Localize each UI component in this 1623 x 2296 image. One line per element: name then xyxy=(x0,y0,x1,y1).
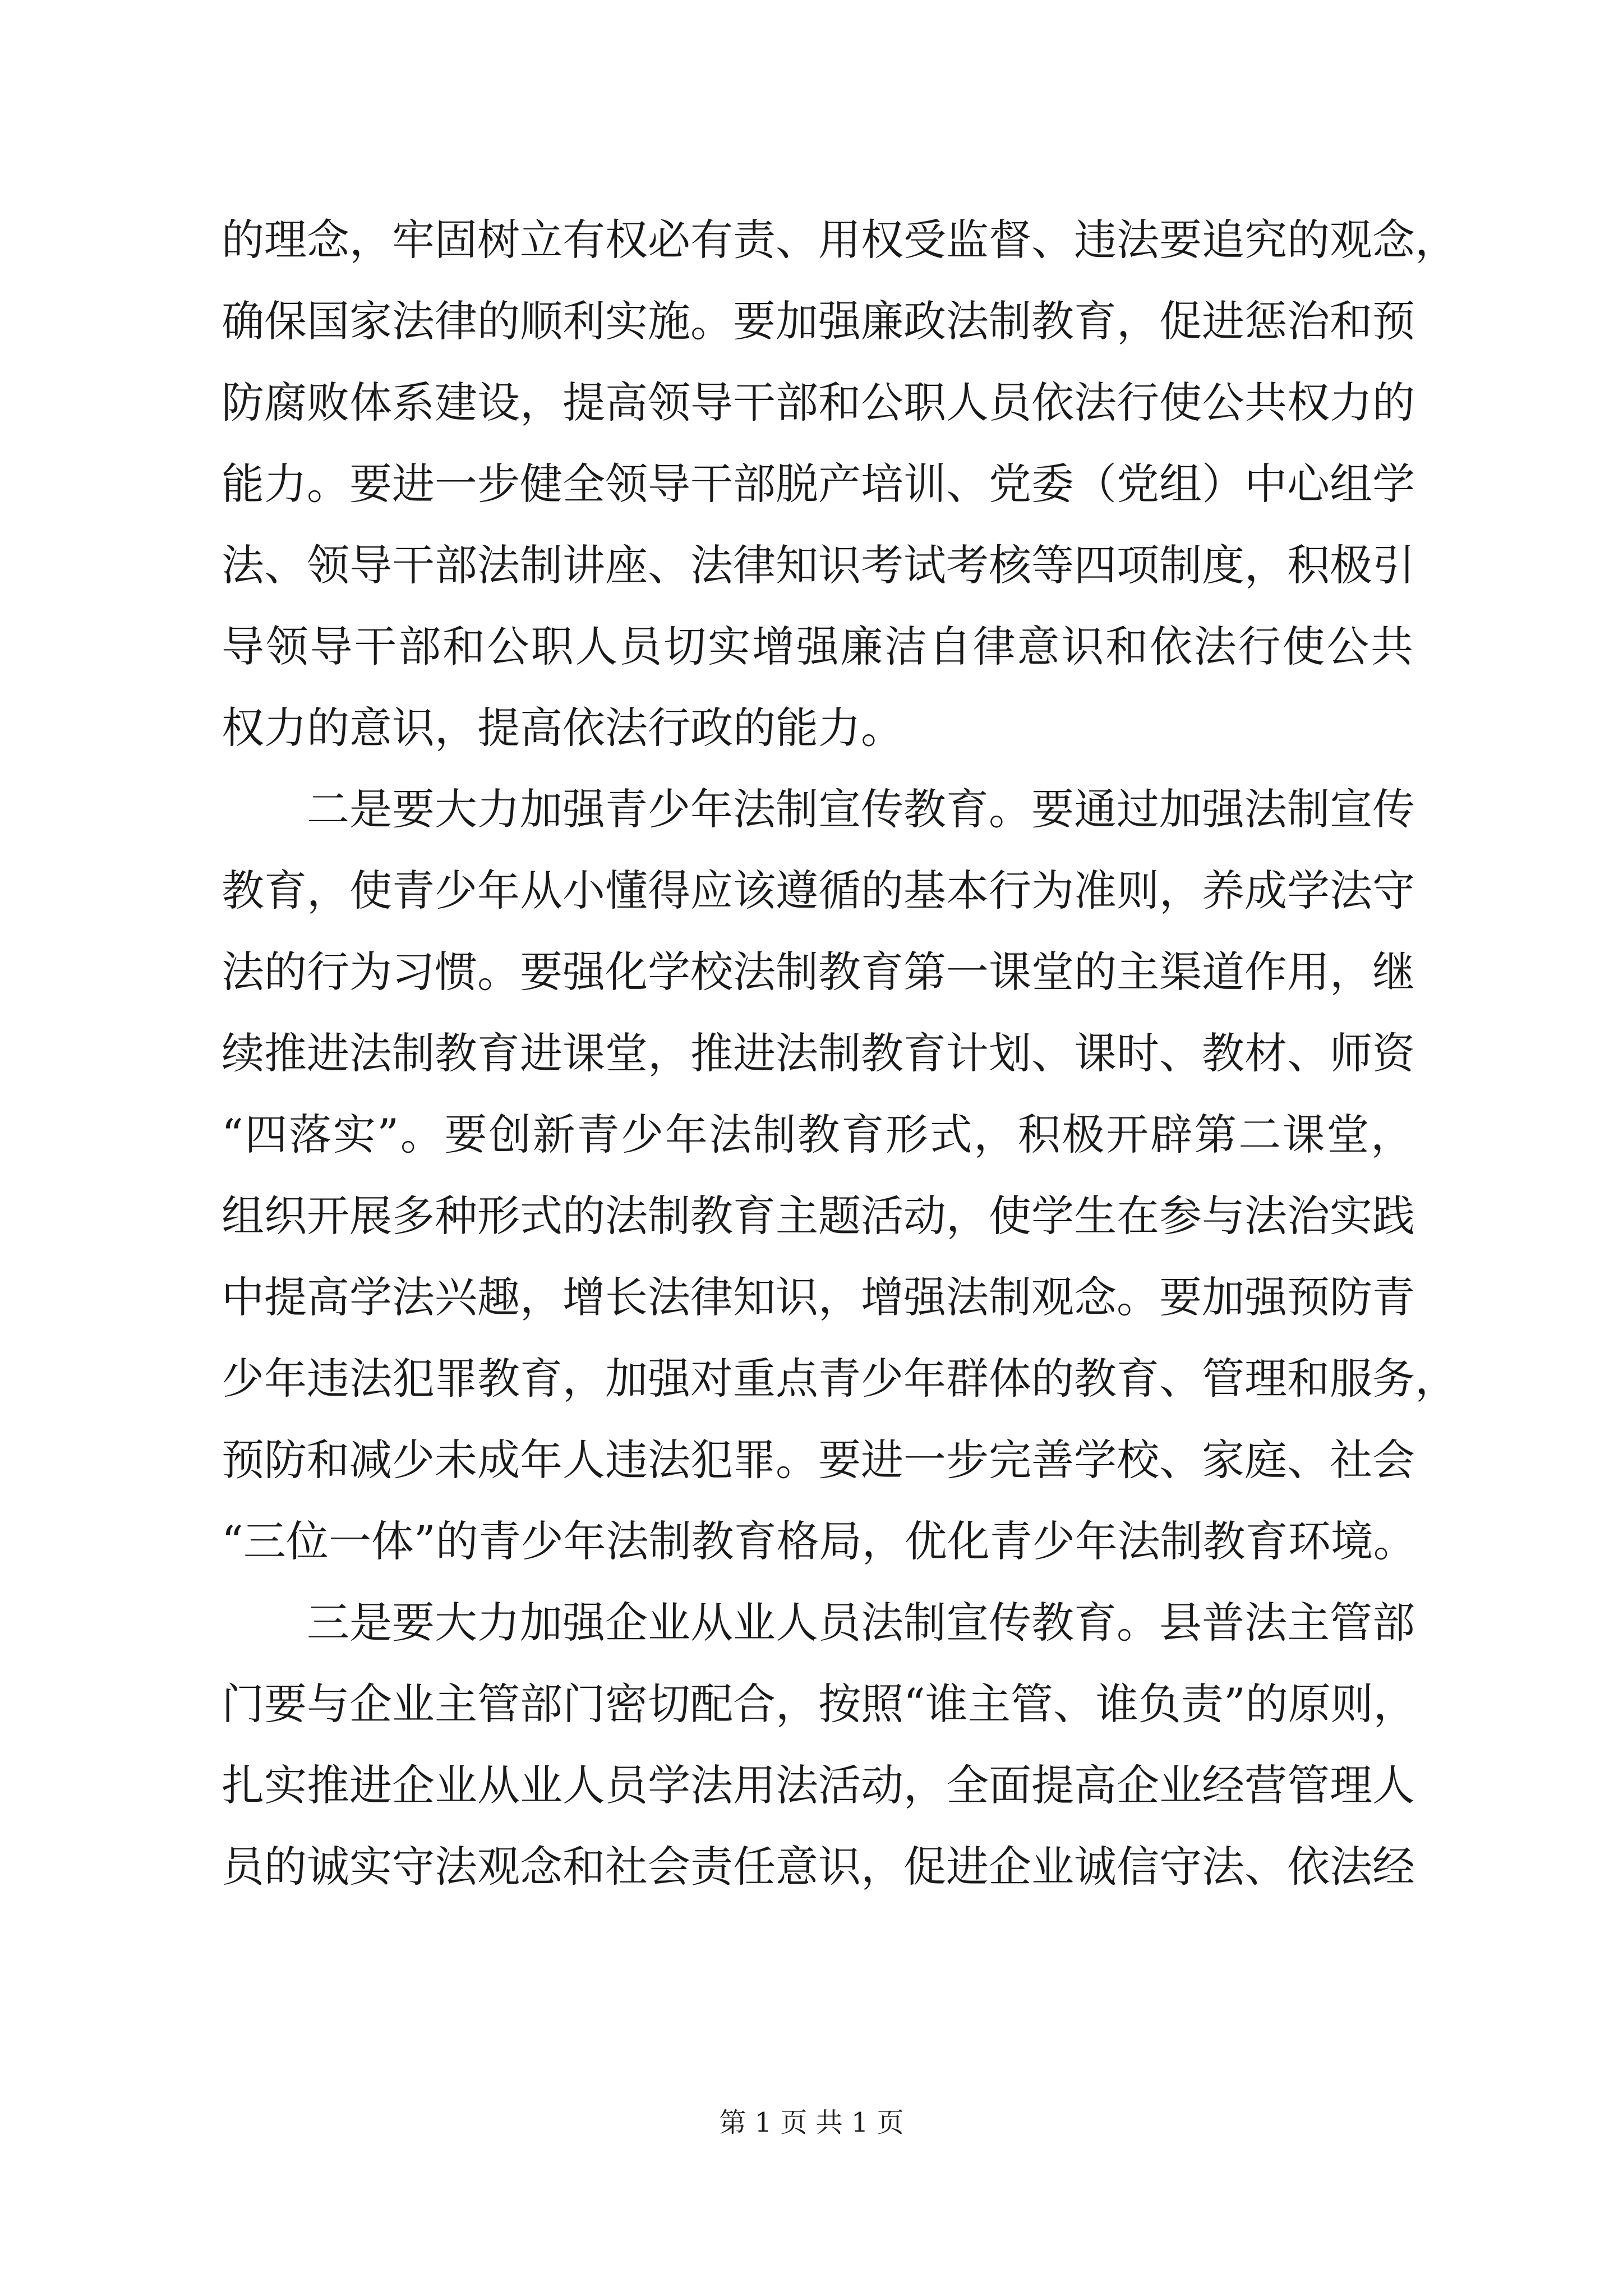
page-footer: 第 1 页 共 1 页 xyxy=(719,2107,904,2138)
text-line: 教育，使青少年从小懂得应该遵循的基本行为准则，养成学法守 xyxy=(222,866,1415,915)
text-line: 能力。要进一步健全领导干部脱产培训、党委（党组）中心组学 xyxy=(222,459,1415,509)
text-line: “四落实”。要创新青少年法制教育形式，积极开辟第二课堂， xyxy=(222,1110,1413,1159)
text-line: 导领导干部和公职人员切实增强廉洁自律意识和依法行使公共 xyxy=(222,622,1413,671)
text-line: “三位一体”的青少年法制教育格局，优化青少年法制教育环境。 xyxy=(222,1516,1416,1566)
text-line: 防腐败体系建设，提高领导干部和公职人员依法行使公共权力的 xyxy=(222,378,1415,427)
text-line: 扎实推进企业从业人员学法用法活动，全面提高企业经营管理人 xyxy=(222,1760,1415,1810)
text-line: 门要与企业主管部门密切配合，按照“谁主管、谁负责”的原则， xyxy=(222,1679,1416,1729)
text-line: 确保国家法律的顺利实施。要加强廉政法制教育，促进惩治和预 xyxy=(222,296,1415,346)
text-line: 权力的意识，提高依法行政的能力。 xyxy=(222,703,903,753)
text-line: 续推进法制教育进课堂，推进法制教育计划、课时、教材、师资 xyxy=(222,1028,1415,1078)
text-line: 法、领导干部法制讲座、法律知识考试考核等四项制度，积极引 xyxy=(222,540,1415,590)
text-line: 的理念，牢固树立有权必有责、用权受监督、违法要追究的观念， xyxy=(222,215,1458,265)
text-line: 少年违法犯罪教育，加强对重点青少年群体的教育、管理和服务， xyxy=(222,1354,1458,1404)
text-line: 中提高学法兴趣，增长法律知识，增强法制观念。要加强预防青 xyxy=(222,1272,1415,1322)
text-line: 预防和减少未成年人违法犯罪。要进一步完善学校、家庭、社会 xyxy=(222,1435,1415,1485)
text-line: 员的诚实守法观念和社会责任意识，促进企业诚信守法、依法经 xyxy=(222,1842,1415,1892)
paragraph-start-line: 二是要大力加强青少年法制宣传教育。要通过加强法制宣传 xyxy=(307,784,1415,834)
paragraph-start-line: 三是要大力加强企业从业人员法制宣传教育。县普法主管部 xyxy=(307,1598,1415,1648)
body-text xyxy=(222,199,1458,1907)
text-line: 组织开展多种形式的法制教育主题活动，使学生在参与法治实践 xyxy=(222,1191,1415,1241)
text-line: 法的行为习惯。要强化学校法制教育第一课堂的主渠道作用，继 xyxy=(222,947,1415,997)
